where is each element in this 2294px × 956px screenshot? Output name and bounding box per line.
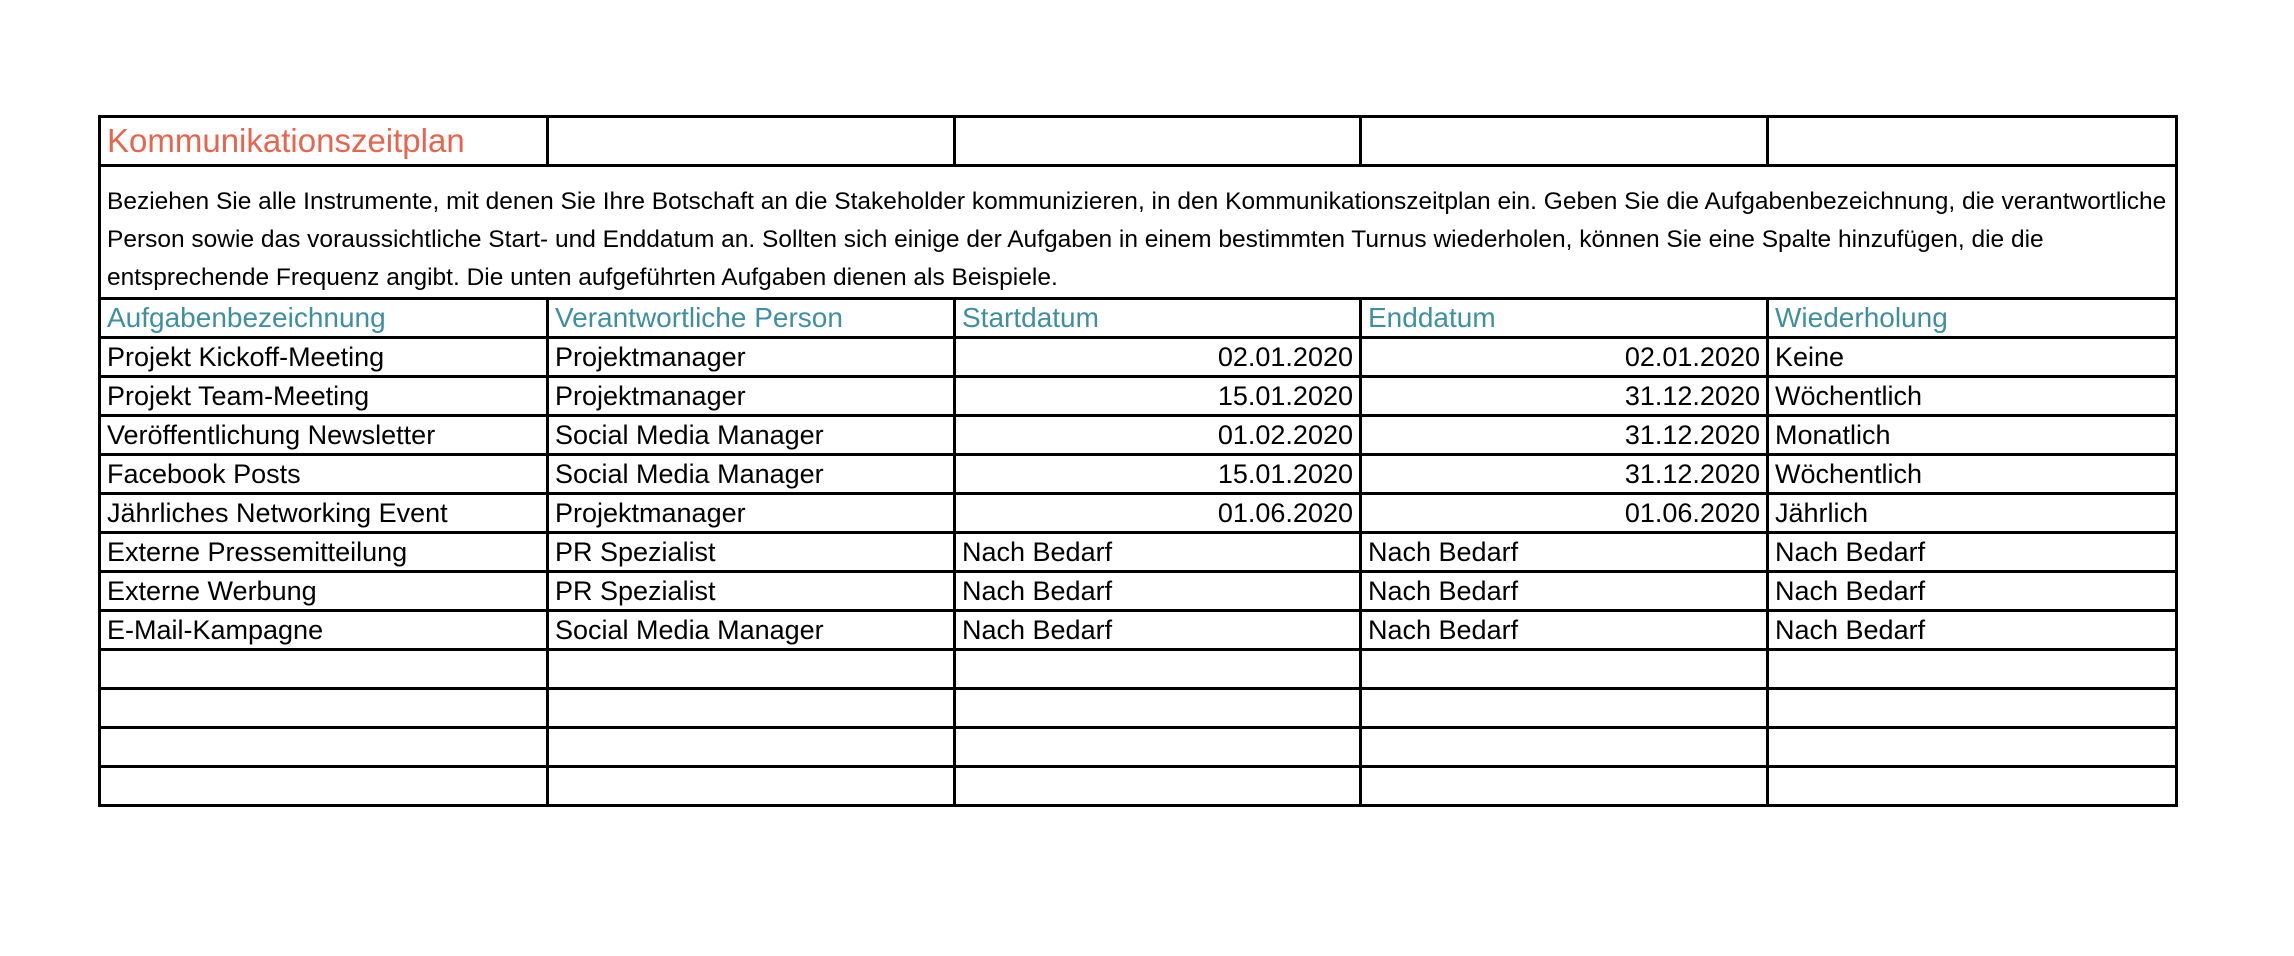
empty-cell[interactable] [100,689,548,728]
empty-cell[interactable] [100,650,548,689]
column-header-end-date[interactable]: Enddatum [1361,299,1768,338]
empty-cell[interactable] [548,650,955,689]
empty-cell[interactable] [955,117,1361,166]
table-row [100,377,2177,416]
task-cell[interactable]: Projekt Team-Meeting [100,377,548,416]
table-row [100,533,2177,572]
responsible-cell[interactable]: Social Media Manager [548,416,955,455]
end-date-cell[interactable]: 31.12.2020 [1361,455,1768,494]
empty-cell[interactable] [955,689,1361,728]
start-date-cell[interactable]: Nach Bedarf [955,611,1361,650]
end-date-cell[interactable]: Nach Bedarf [1361,533,1768,572]
empty-cell[interactable] [1361,728,1768,767]
recurrence-cell[interactable]: Nach Bedarf [1768,533,2177,572]
recurrence-cell[interactable]: Nach Bedarf [1768,572,2177,611]
description-text[interactable]: Beziehen Sie alle Instrumente, mit denen Sie Ihre Botschaft an die Stakeholder kommunizieren, in den Kommunikationszeitplan ein. Geben Sie die Aufgabenbezeichnung, die verantwortliche Person sowie das voraussichtliche Start- und Enddatum an. Sollten sich einige der Aufgaben in einem bestimmten Turnus wiederholen, können Sie eine Spalte hinzufügen, die die entsprechende Frequenz angibt. Die unten aufgeführten Aufgaben dienen als Beispiele. [100,166,2177,299]
empty-cell[interactable] [1361,689,1768,728]
responsible-cell[interactable]: Social Media Manager [548,611,955,650]
empty-cell[interactable] [548,117,955,166]
end-date-cell[interactable]: 02.01.2020 [1361,338,1768,377]
empty-row [100,650,2177,689]
start-date-cell[interactable]: Nach Bedarf [955,572,1361,611]
recurrence-cell[interactable]: Nach Bedarf [1768,611,2177,650]
start-date-cell[interactable]: 15.01.2020 [955,455,1361,494]
title-row [100,117,2177,166]
end-date-cell[interactable]: 01.06.2020 [1361,494,1768,533]
empty-row [100,767,2177,806]
empty-cell[interactable] [1768,767,2177,806]
table-row [100,338,2177,377]
empty-cell[interactable] [1768,728,2177,767]
empty-cell[interactable] [100,728,548,767]
start-date-cell[interactable]: 01.02.2020 [955,416,1361,455]
header-row [100,299,2177,338]
end-date-cell[interactable]: Nach Bedarf [1361,572,1768,611]
end-date-cell[interactable]: 31.12.2020 [1361,416,1768,455]
task-cell[interactable]: Facebook Posts [100,455,548,494]
empty-row [100,728,2177,767]
responsible-cell[interactable]: PR Spezialist [548,533,955,572]
empty-cell[interactable] [955,767,1361,806]
empty-row [100,689,2177,728]
empty-cell[interactable] [1768,117,2177,166]
description-row [100,166,2177,299]
communication-schedule-table [98,115,2178,807]
column-header-recurrence[interactable]: Wiederholung [1768,299,2177,338]
start-date-cell[interactable]: 02.01.2020 [955,338,1361,377]
sheet-title[interactable]: Kommunikationszeitplan [100,117,548,166]
empty-cell[interactable] [1361,767,1768,806]
responsible-cell[interactable]: PR Spezialist [548,572,955,611]
empty-cell[interactable] [1768,689,2177,728]
task-cell[interactable]: Projekt Kickoff-Meeting [100,338,548,377]
table-row [100,611,2177,650]
start-date-cell[interactable]: Nach Bedarf [955,533,1361,572]
task-cell[interactable]: Externe Werbung [100,572,548,611]
recurrence-cell[interactable]: Jährlich [1768,494,2177,533]
recurrence-cell[interactable]: Keine [1768,338,2177,377]
responsible-cell[interactable]: Projektmanager [548,494,955,533]
empty-cell[interactable] [1361,117,1768,166]
responsible-cell[interactable]: Social Media Manager [548,455,955,494]
task-cell[interactable]: Jährliches Networking Event [100,494,548,533]
recurrence-cell[interactable]: Wöchentlich [1768,377,2177,416]
empty-cell[interactable] [1361,650,1768,689]
responsible-cell[interactable]: Projektmanager [548,377,955,416]
empty-cell[interactable] [548,728,955,767]
empty-cell[interactable] [955,728,1361,767]
empty-cell[interactable] [548,689,955,728]
table-row [100,494,2177,533]
empty-cell[interactable] [955,650,1361,689]
column-header-task[interactable]: Aufgabenbezeichnung [100,299,548,338]
end-date-cell[interactable]: Nach Bedarf [1361,611,1768,650]
recurrence-cell[interactable]: Wöchentlich [1768,455,2177,494]
table-row [100,416,2177,455]
empty-cell[interactable] [548,767,955,806]
empty-cell[interactable] [100,767,548,806]
start-date-cell[interactable]: 15.01.2020 [955,377,1361,416]
task-cell[interactable]: E-Mail-Kampagne [100,611,548,650]
task-cell[interactable]: Externe Pressemitteilung [100,533,548,572]
empty-cell[interactable] [1768,650,2177,689]
start-date-cell[interactable]: 01.06.2020 [955,494,1361,533]
table-row [100,572,2177,611]
task-cell[interactable]: Veröffentlichung Newsletter [100,416,548,455]
end-date-cell[interactable]: 31.12.2020 [1361,377,1768,416]
responsible-cell[interactable]: Projektmanager [548,338,955,377]
recurrence-cell[interactable]: Monatlich [1768,416,2177,455]
column-header-responsible[interactable]: Verantwortliche Person [548,299,955,338]
column-header-start-date[interactable]: Startdatum [955,299,1361,338]
table-row [100,455,2177,494]
